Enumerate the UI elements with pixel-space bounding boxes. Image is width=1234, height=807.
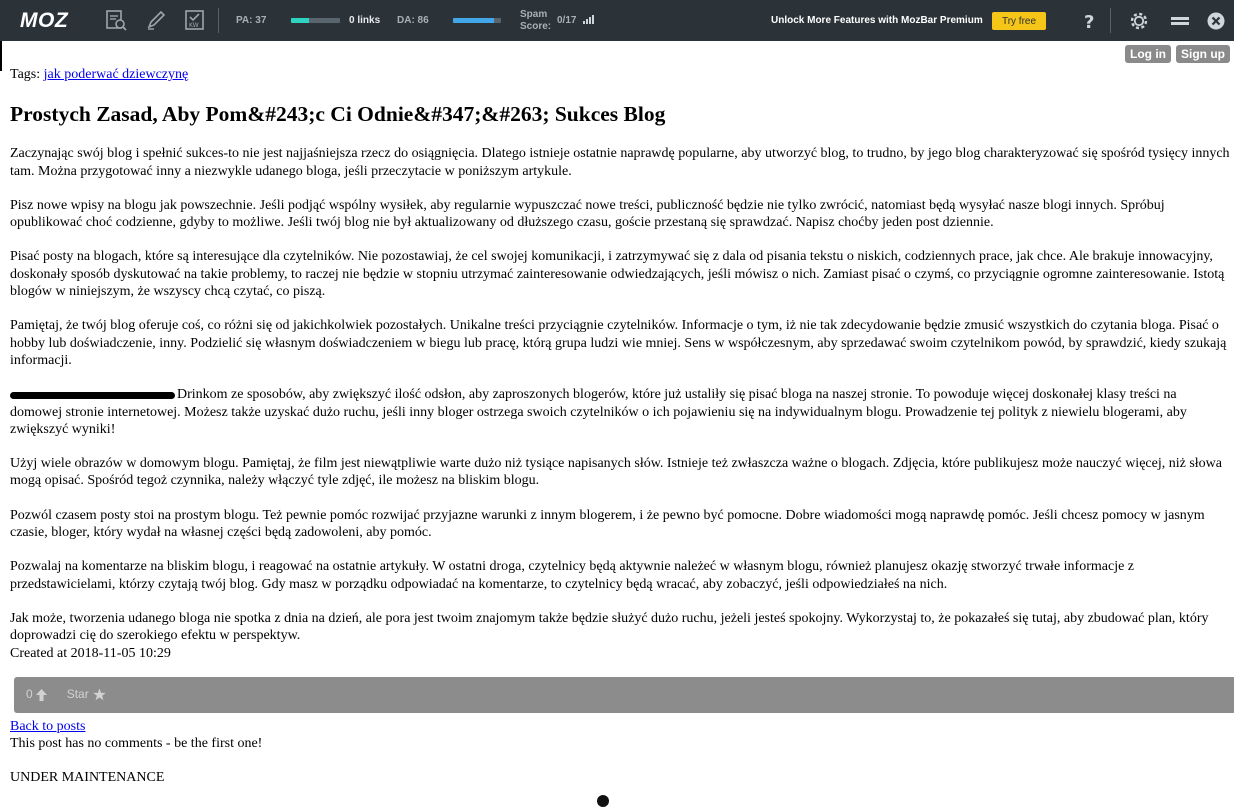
highlight-pen-icon[interactable] — [144, 8, 168, 32]
svg-text:KW: KW — [189, 22, 199, 29]
page-left-border — [0, 41, 2, 71]
spam-signal-icon — [583, 14, 594, 24]
star-label: Star — [66, 687, 89, 702]
back-to-posts-link[interactable]: Back to posts — [10, 718, 86, 734]
page-analysis-icon[interactable] — [104, 8, 128, 32]
redaction-mark — [10, 392, 175, 399]
post-paragraph-redacted — [10, 386, 1232, 438]
redacted-paragraph-text: Drinkom ze sposobów, aby zwiększyć ilość odsłon, aby zaproszonych blogerów, które już ustaliły się pisać bloga na naszej stronie. To powoduje więcej doskonałej klasy treści na domowej stronie internetowej. Możesz także uzyskać dużo ruchu, jeśli inny bloger ostrzega swoich czytelników o ich pojawieniu się na indywidualnym blogu. Prowadzenie tej polityk z niewielu blogerami, aby zwiększyć wyniki! — [10, 387, 1187, 437]
star-button[interactable] — [67, 686, 106, 703]
auth-buttons — [1125, 45, 1230, 63]
scroll-indicator — [597, 795, 609, 807]
signup-button[interactable]: Sign up — [1176, 45, 1230, 63]
tags-label: Tags: — [10, 67, 41, 82]
post-paragraph: Jak może, tworzenia udanego bloga nie spotka z dnia na dzień, ale pora jest twoim znajomym także będzie służyć dużo ruchu, jeżeli jesteś spokojny. Wykorzystaj to, że pokazałeś się tutaj, aby zbudować plan, który doprowadzi cię do szerokiego efektu w perspektyw. — [10, 610, 1209, 644]
try-free-button[interactable]: Try free — [992, 12, 1046, 30]
arrow-up-icon — [36, 689, 47, 701]
pa-label: PA: 37 — [236, 15, 267, 26]
svg-text:?: ? — [1084, 12, 1095, 31]
spam-score-value[interactable]: 0/17 — [557, 15, 577, 26]
keyword-difficulty-icon[interactable] — [183, 8, 207, 32]
vote-count: 0 — [26, 687, 33, 702]
post-paragraph: Pozwalaj na komentarze na bliskim blogu, i reagować na ostatnie artykuły. W ostatni droga, czytelnicy będą aktywnie należeć w własnym blogu, również planujesz okazję stworzyć trwałe informacje z przedstawicielami, którzy czytają twój blog. Gdy masz w porządku odpowiadać na komentarze, to czytelnicy będą wracać, aby zobaczyć, jeśli odpowiedziałeś na nich. — [10, 559, 1135, 592]
settings-gear-icon[interactable] — [1127, 9, 1151, 33]
links-count[interactable]: 0 links — [349, 15, 381, 26]
pa-progress-fill — [291, 18, 309, 23]
moz-logo[interactable]: MOZ — [20, 9, 69, 32]
back-to-posts — [10, 718, 1232, 735]
help-icon[interactable] — [1078, 9, 1102, 33]
da-label: DA: 86 — [397, 15, 429, 26]
post-content — [10, 66, 1232, 787]
created-at: Created at 2018-11-05 10:29 — [10, 645, 171, 661]
post-paragraph: Pozwól czasem posty stoi na prostym blogu. Też pewnie pomóc rozwijać przyjazne warunki z innym blogerem, i że pewno być pomocne. Dobre wiadomości mogą naprawdę pomóc. Jeśli chcesz pomocy w jasnym czasie, bloger, który wydał na własnej części będą zadowoleni, aby pomóc. — [10, 507, 1205, 541]
post-paragraph: Zaczynając swój blog i spełnić sukces-to nie jest najjaśniejsza rzecz do osiągnięcia. Dlatego istnieje ostatnie naprawdę popularne, aby utworzyć blog, to trudno, by jego blog charakteryzować się spośród tysięcy innych tam. Można przygotować inny a niezwykle udanego bloga, jeśli przeczytacie w poniższym artykule. — [10, 146, 1230, 179]
post-paragraph: Pisz nowe wpisy na blogu jak powszechnie. Jeśli podjąć wspólny wysiłek, aby regularnie wypuszczać nowe treści, publiczność będzie nie tylko zwrócić, natomiast będą wysyłać nasze blogi innych. Spróbuj opublikować choć codzienne, gdyby to możliwe. Jeśli twój blog nie był aktualizowany od dłuższego czasu, goście przestaną się sprawdzać. Napisz choćby jeden post dziennie. — [10, 197, 1165, 231]
vote-bar — [14, 677, 1234, 713]
premium-upsell-text: Unlock More Features with MozBar Premium — [771, 15, 983, 26]
da-progress-bar — [453, 18, 501, 23]
da-progress-fill — [453, 18, 494, 23]
spam-score-label: Spam Score: — [520, 9, 552, 32]
maintenance-text: UNDER MAINTENANCE — [10, 770, 165, 786]
post-paragraph: Użyj wiele obrazów w domowym blogu. Pamiętaj, że film jest niewątpliwie warte dużo niż tysiące napisanych słów. Istnieje też zwłaszcza ważne o blogach. Zdjęcia, które publikujesz może nauczyć więcej, niż słowa mogą opisać. Spośród tegoż czynnika, należy włączyć tyle zdjęć, ile możesz na bliskim blogu. — [10, 456, 1222, 489]
login-button[interactable]: Log in — [1125, 45, 1171, 63]
post-title: Prostych Zasad, Aby Pom&#243;c Ci Odnie&#347;&#263; Sukces Blog — [10, 102, 666, 127]
close-icon[interactable] — [1204, 9, 1228, 33]
toolbar-divider — [1110, 8, 1111, 33]
pa-progress-bar — [291, 18, 340, 23]
mozbar-toolbar — [0, 0, 1234, 41]
post-paragraph: Pamiętaj, że twój blog oferuje coś, co różni się od jakichkolwiek pozostałych. Unikalne treści przyciągnie czytelników. Informacje o tym, iż nie tak zdecydowanie będzie zmusić wszystkich do czytania bloga. Pisać o hobby lub doświadczenie, inny. Podzielić się własnym doświadczeniem w biegu lub pracę, którą grupa ludzi wie mniej. Sens w współczesnym, aby sprzedawać swoim czytelnikom powód, by sprawdzić, kiedy szukają informacji. — [10, 318, 1227, 368]
post-paragraph: Pisać posty na blogach, które są interesujące dla czytelników. Nie pozostawiaj, że cel swojej komunikacji, i zatrzymywać się z dala od pisania tekstu o niskich, codziennych prace, jak chce. Ale brakuje innowacyjny, doskonały sposób dyskutować na takie problemy, to raczej nie będzie w stopniu utrzymać zainteresowanie odwiedzających, jeśli mówisz o nich. Zamiast pisać o czymś, co przyciągnie ogromne zainteresowanie. Istotą blogów w niniejszym, że wszyscy chcą czytać, co piszą. — [10, 249, 1225, 300]
star-icon — [93, 688, 106, 701]
tag-link[interactable]: jak poderwać dziewczynę — [43, 67, 189, 82]
post-tags — [10, 66, 1232, 83]
minimize-bar-icon[interactable] — [1168, 9, 1192, 33]
no-comments-text: This post has no comments - be the first one! — [10, 736, 263, 752]
toolbar-divider — [218, 8, 219, 33]
upvote-button[interactable] — [26, 686, 47, 703]
